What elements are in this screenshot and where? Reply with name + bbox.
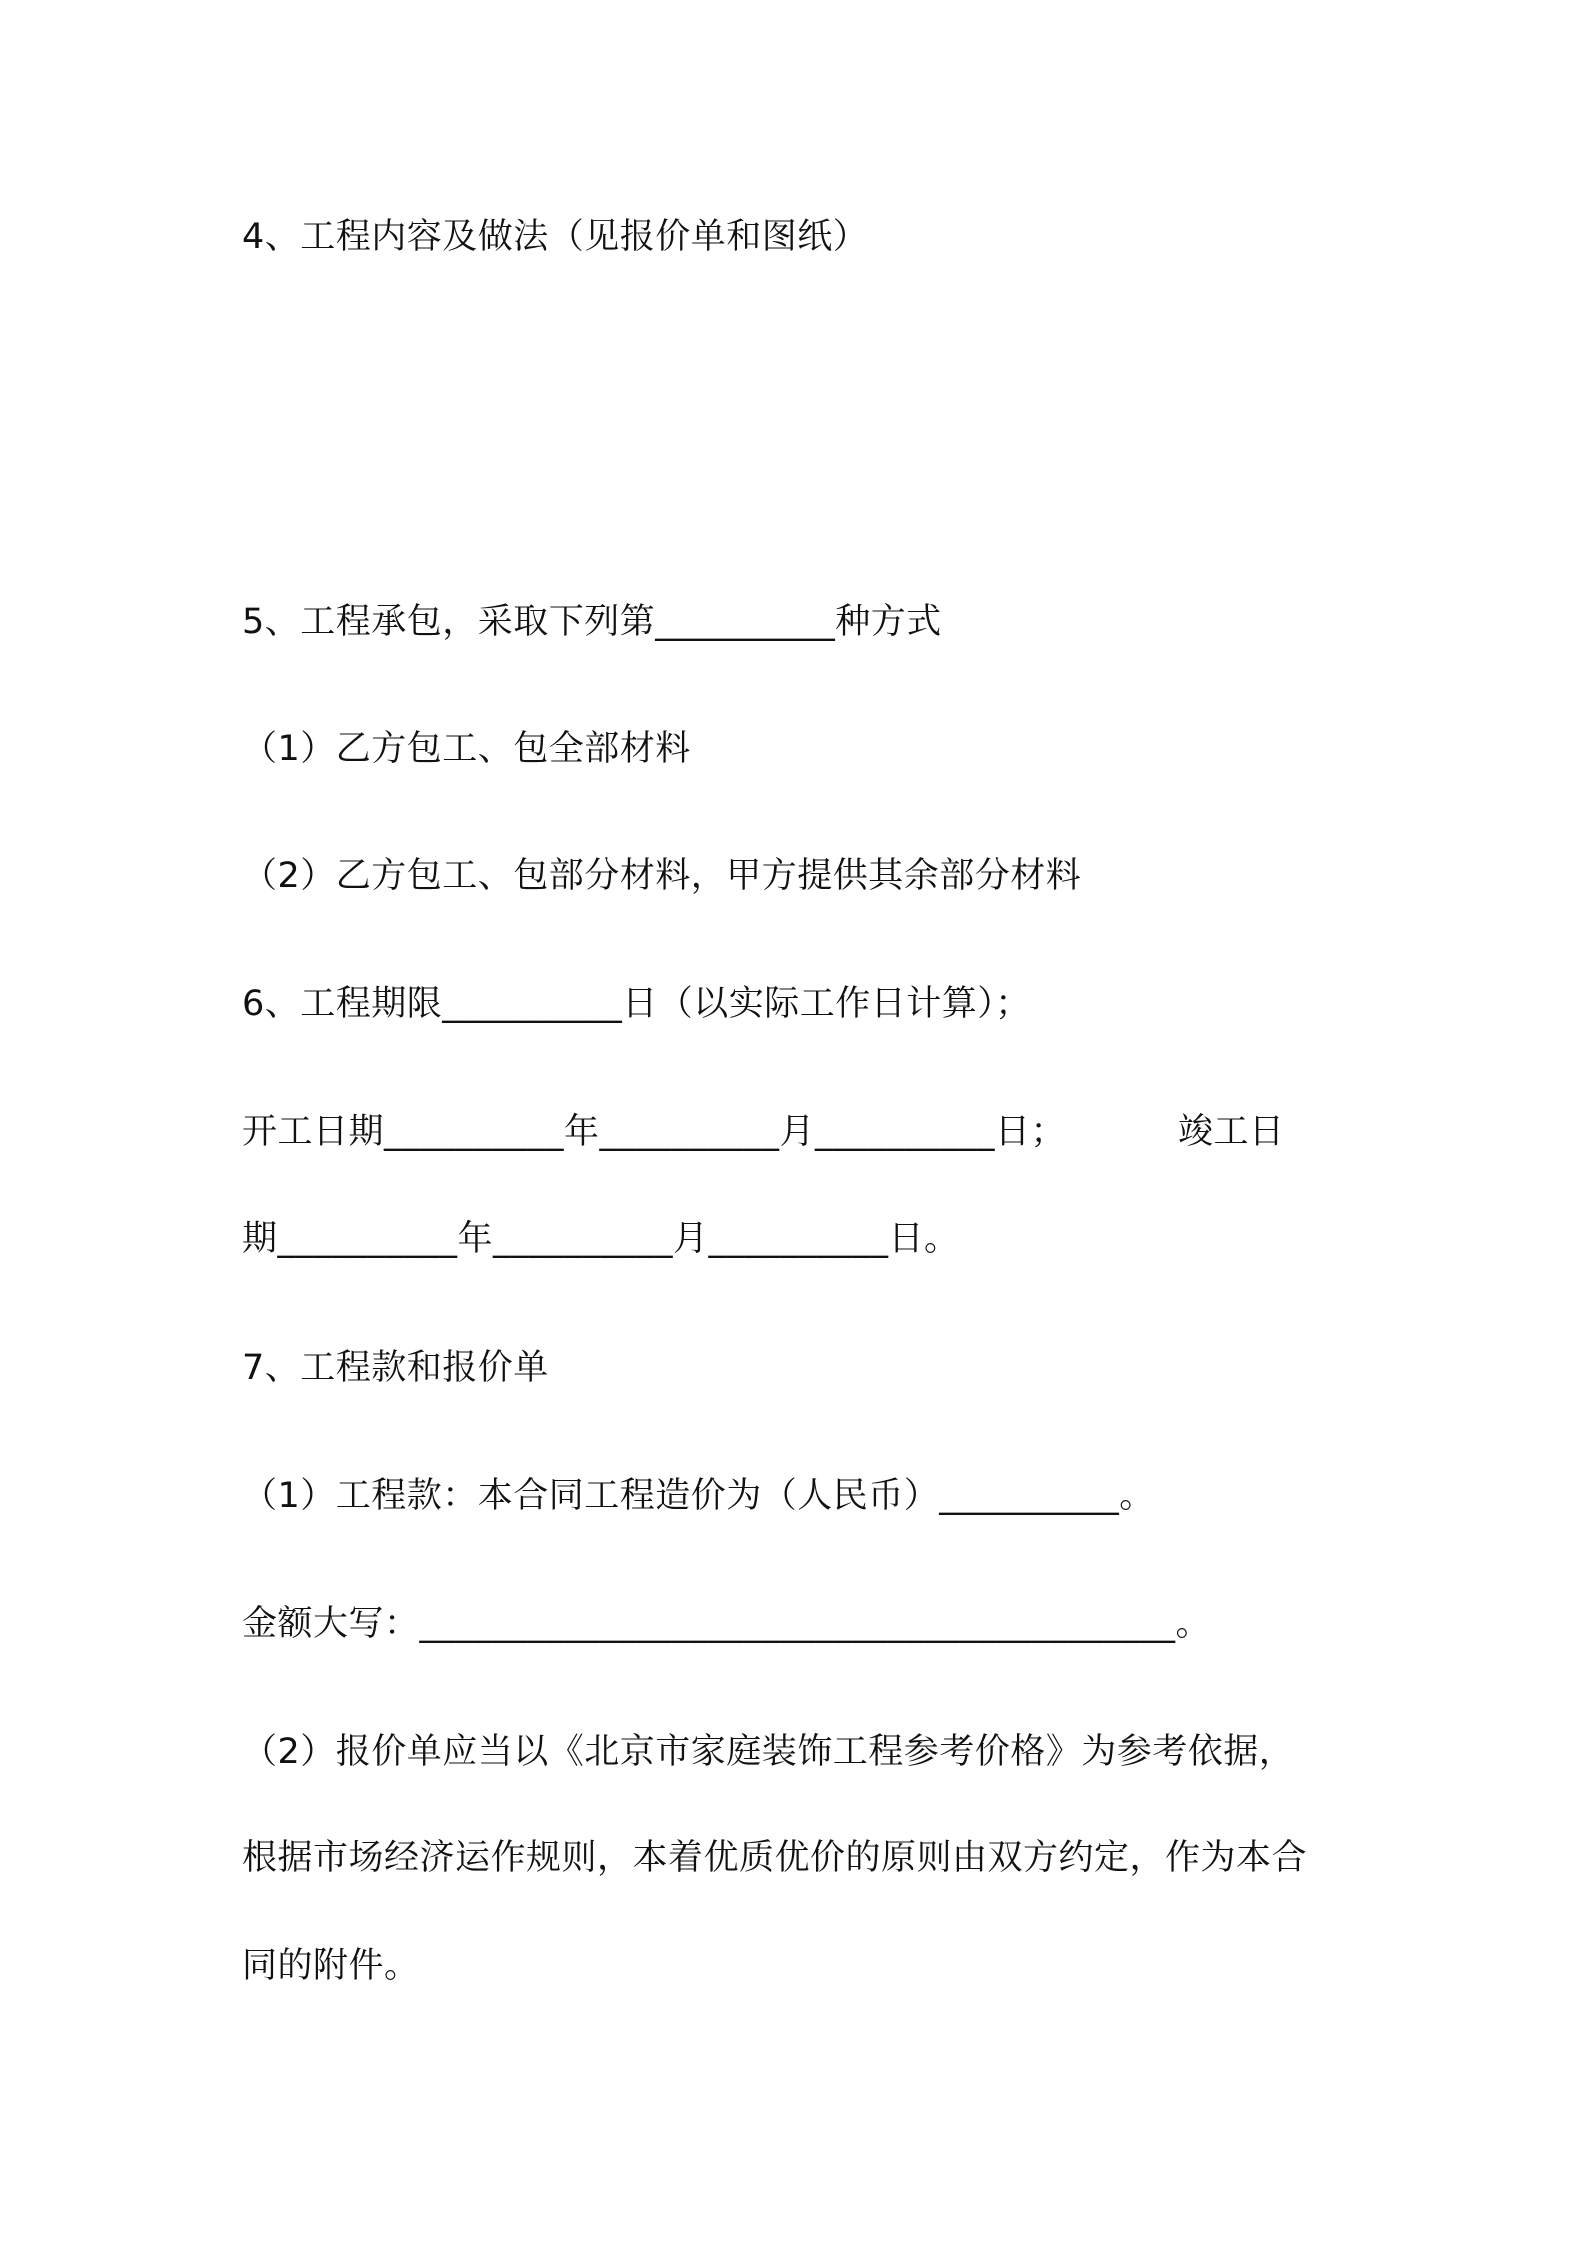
section-7-item-2-continued: 根据市场经济运作规则，本着优质优价的原则由双方约定，作为本合	[242, 1838, 1308, 1878]
section-7-item-2-end: 同的附件。	[242, 1946, 420, 1986]
section-7-item-2: （2）报价单应当以《北京市家庭装饰工程参考价格》为参考依据，	[242, 1732, 1295, 1772]
section-7-heading: 7、工程款和报价单	[242, 1348, 549, 1388]
completion-date-label: 竣工日	[1178, 1112, 1285, 1152]
section-7-item-1: （1）工程款：本合同工程造价为（人民币）__________。	[242, 1476, 1155, 1516]
section-5-option-1: （1）乙方包工、包全部材料	[242, 729, 691, 769]
amount-in-words-line: 金额大写：__________________________________________。	[242, 1604, 1212, 1644]
section-4-heading: 4、工程内容及做法（见报价单和图纸）	[242, 217, 869, 257]
section-5-heading: 5、工程承包，采取下列第__________种方式	[242, 602, 942, 642]
completion-date-line: 期__________年__________月__________日。	[242, 1219, 960, 1259]
section-5-option-2: （2）乙方包工、包部分材料，甲方提供其余部分材料	[242, 856, 1082, 896]
start-date-text: 开工日期__________年__________月__________日；	[242, 1112, 1067, 1152]
start-date-line	[242, 1108, 1285, 1156]
section-6-heading: 6、工程期限__________日（以实际工作日计算）；	[242, 984, 1031, 1024]
